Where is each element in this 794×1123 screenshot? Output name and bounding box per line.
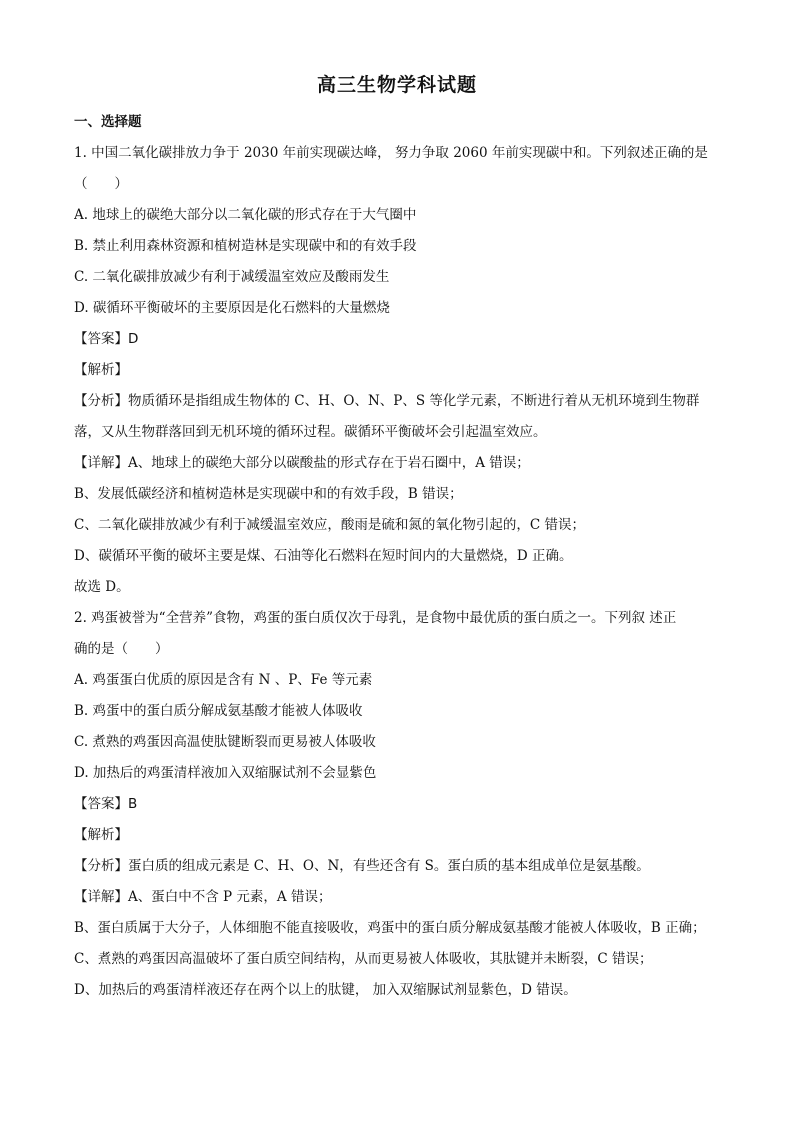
q1-answer: 【答案】D [74,331,139,347]
section-heading: 一、选择题 [74,114,142,130]
q2-detail-line2: B、蛋白质属于大分子，人体细胞不能直接吸收，鸡蛋中的蛋白质分解成氨基酸才能被人体吸收，B 正确； [74,920,706,936]
q1-detail-line3: C、二氧化碳排放减少有利于减缓温室效应，酸雨是硫和氮的氧化物引起的，C 错误； [74,517,585,533]
q1-option-a: A. 地球上的碳绝大部分以二氧化碳的形式存在于大气圈中 [74,207,417,223]
page-title: 高三生物学科试题 [316,74,477,96]
q2-analysis-label: 【解析】 [74,827,128,843]
q1-analysis-label: 【解析】 [74,362,128,378]
document-body [74,107,734,1006]
q1-fenxi-line1: 【分析】物质循环是指组成生物体的 C、H、O、N、P、S 等化学元素，不断进行着从无机环境到生物群 [74,393,700,409]
q1-conclusion: 故选 D。 [74,579,130,595]
q1-detail-line2: B、发展低碳经济和植树造林是实现碳中和的有效手段，B 错误； [74,486,463,502]
q2-stem-line1: 2. 鸡蛋被誉为“全营养”食物，鸡蛋的蛋白质仅次于母乳，是食物中最优质的蛋白质之一。下列叙 述正 [74,610,677,626]
q1-option-b: B. 禁止利用森林资源和植树造林是实现碳中和的有效手段 [74,238,417,254]
q1-detail-line4: D、碳循环平衡的破坏主要是煤、石油等化石燃料在短时间内的大量燃烧，D 正确。 [74,548,573,564]
q2-detail-line3: C、煮熟的鸡蛋因高温破坏了蛋白质空间结构，从而更易被人体吸收，其肽键并未断裂，C 错误； [74,951,653,967]
q2-stem-line2: 确的是（ ） [74,641,169,657]
q1-detail-line1: 【详解】A、地球上的碳绝大部分以碳酸盐的形式存在于岩石圈中，A 错误； [74,455,530,471]
q1-option-c: C. 二氧化碳排放减少有利于减缓温室效应及酸雨发生 [74,269,390,285]
q1-stem-line1: 1. 中国二氧化碳排放力争于 2030 年前实现碳达峰， 努力争取 2060 年前实现碳中和。下列叙述正确的是 [74,145,708,161]
q2-option-d: D. 加热后的鸡蛋清样液加入双缩脲试剂不会显紫色 [74,765,377,781]
q2-answer: 【答案】B [74,796,138,812]
q1-stem-line2: （ ） [74,176,128,192]
q1-option-d: D. 碳循环平衡破坏的主要原因是化石燃料的大量燃烧 [74,300,390,316]
q2-option-b: B. 鸡蛋中的蛋白质分解成氨基酸才能被人体吸收 [74,703,363,719]
q2-option-a: A. 鸡蛋蛋白优质的原因是含有 N 、P、Fe 等元素 [74,672,373,688]
q2-fenxi-line1: 【分析】蛋白质的组成元素是 C、H、O、N，有些还含有 S。蛋白质的基本组成单位是氨基酸。 [74,858,650,874]
q2-option-c: C. 煮熟的鸡蛋因高温使肽键断裂而更易被人体吸收 [74,734,376,750]
q2-detail-line4: D、加热后的鸡蛋清样液还存在两个以上的肽键， 加入双缩脲试剂显紫色，D 错误。 [74,982,577,998]
q2-detail-line1: 【详解】A、蛋白中不含 P 元素，A 错误； [74,889,332,905]
q1-fenxi-line2: 落，又从生物群落回到无机环境的循环过程。碳循环平衡破坏会引起温室效应。 [74,424,547,440]
